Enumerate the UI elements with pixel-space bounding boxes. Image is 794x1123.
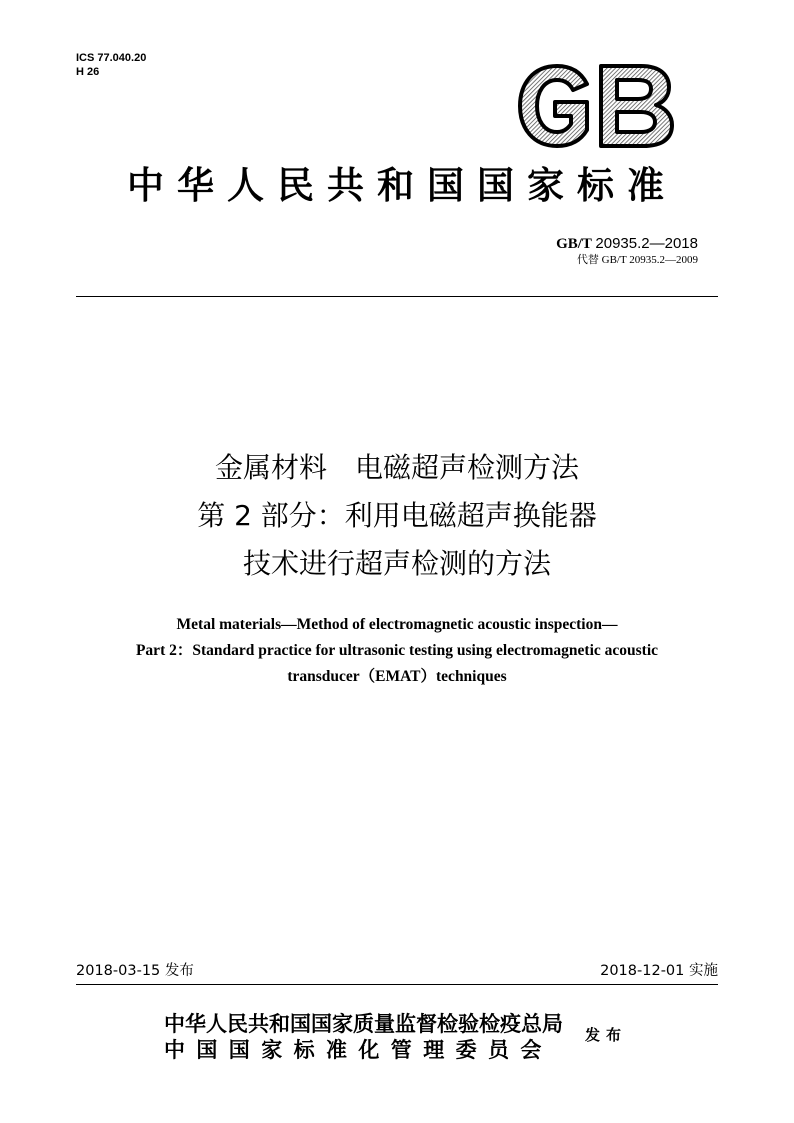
gb-logo xyxy=(515,62,675,150)
standard-number-value: 20935.2—2018 xyxy=(595,235,698,252)
standard-number xyxy=(556,235,698,253)
issuer-sac: 中国国家标准化管理委员会 xyxy=(164,1038,553,1062)
chinese-title-line-3: 技术进行超声检测的方法 xyxy=(242,547,551,580)
replaces-standard: 代替 GB/T 20935.2—2009 xyxy=(576,254,698,266)
issuing-authorities xyxy=(164,1011,563,1063)
ics-code: ICS 77.040.20 xyxy=(76,52,147,64)
english-title-line-1: Metal materials—Method of electromagnetic acoustic inspection— xyxy=(176,616,618,633)
bottom-divider xyxy=(76,984,718,985)
english-title-line-3: transducer（EMAT）techniques xyxy=(287,668,507,685)
top-divider xyxy=(76,296,718,297)
gb-logo-graphic xyxy=(515,62,675,150)
chinese-title-line-2: 第 2 部分：利用电磁超声换能器 xyxy=(197,499,597,532)
chinese-title-line-1: 金属材料 电磁超声检测方法 xyxy=(214,451,579,484)
chinese-title xyxy=(0,444,794,588)
national-standard-title: 中华人民共和国国家标准 xyxy=(127,164,677,207)
publish-label: 发布 xyxy=(585,1026,628,1044)
implementation-date: 2018-12-01 实施 xyxy=(600,963,718,979)
ccs-code: H 26 xyxy=(76,66,100,78)
standard-number-block xyxy=(556,235,698,267)
classification-codes xyxy=(76,51,146,79)
standard-prefix: GB/T xyxy=(556,236,592,252)
english-title xyxy=(0,612,794,690)
issue-date: 2018-03-15 发布 xyxy=(76,963,194,979)
issuer-aqsiq: 中华人民共和国国家质量监督检验检疫总局 xyxy=(164,1012,563,1036)
english-title-line-2: Part 2：Standard practice for ultrasonic testing using electromagnetic acoustic xyxy=(135,642,659,659)
